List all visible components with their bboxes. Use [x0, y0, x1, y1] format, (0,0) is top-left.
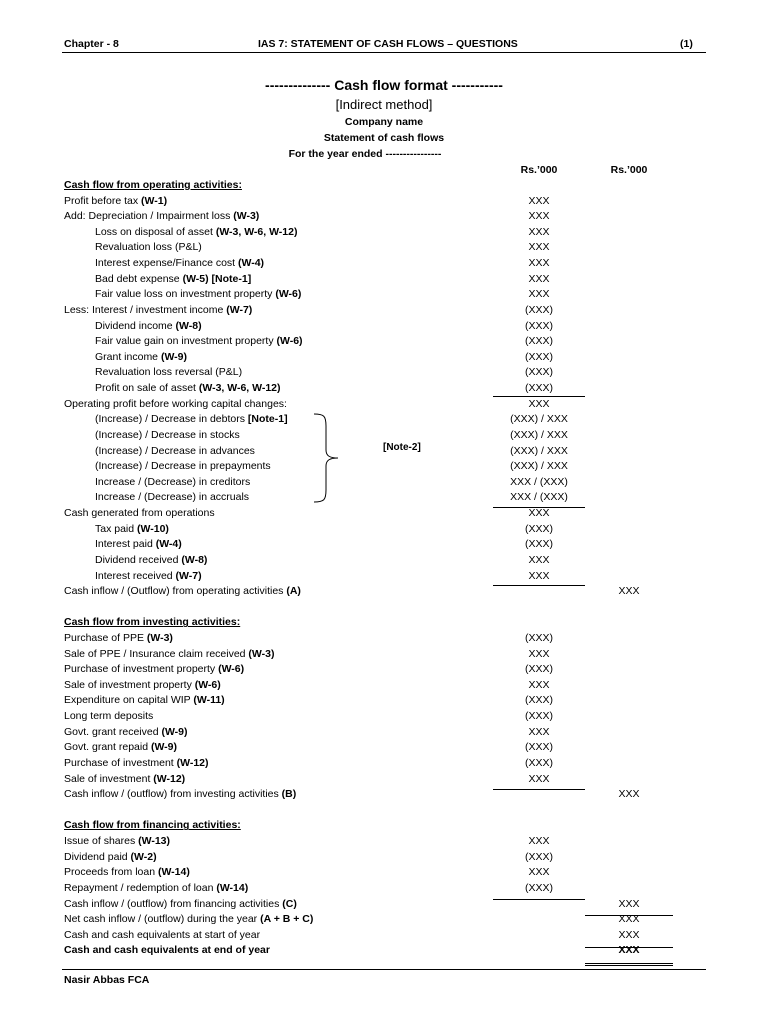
- working-reference: (W-3): [248, 647, 275, 660]
- working-reference: (A + B + C): [260, 913, 314, 926]
- footer-divider: [62, 969, 706, 970]
- row-label-text: Purchase of investment: [64, 756, 177, 769]
- row-label: [64, 693, 225, 708]
- row-label-text: Govt. grant received: [64, 725, 162, 738]
- row-label-text: Interest paid: [95, 538, 156, 551]
- row-label-text: Fair value gain on investment property: [95, 335, 277, 348]
- subtotal-rule: [493, 507, 585, 508]
- statement-row: [0, 459, 768, 474]
- amount-column-2: XXX: [618, 928, 640, 941]
- company-name: Company name: [344, 116, 424, 128]
- statement-row: [0, 740, 768, 755]
- row-label: [95, 350, 187, 365]
- row-label-text: Add: Depreciation / Impairment loss: [64, 210, 234, 223]
- amount-column-2: XXX: [618, 788, 640, 801]
- row-label: [64, 756, 209, 771]
- row-label-text: Interest expense/Finance cost: [95, 257, 238, 270]
- row-label: [95, 537, 182, 552]
- amount-column-1: (XXX) / XXX: [510, 460, 568, 473]
- amount-column-2: XXX: [618, 944, 640, 957]
- statement-row: [0, 850, 768, 865]
- amount-column-1: XXX: [528, 225, 550, 238]
- statement-row: [0, 475, 768, 490]
- amount-column-1: (XXX): [524, 382, 553, 395]
- method-subtitle: [Indirect method]: [335, 97, 433, 112]
- row-label-text: (Increase) / Decrease in prepayments: [95, 460, 271, 473]
- total-rule: [585, 965, 673, 966]
- amount-column-1: XXX: [528, 257, 550, 270]
- subtotal-rule: [493, 396, 585, 397]
- row-label: [64, 647, 274, 662]
- statement-row: [0, 240, 768, 255]
- statement-row: [0, 537, 768, 552]
- row-label-text: Bad debt expense: [95, 272, 183, 285]
- page-number: (1): [680, 38, 693, 50]
- amount-column-1: XXX: [528, 772, 550, 785]
- row-label-text: Increase / (Decrease) in creditors: [95, 475, 251, 488]
- statement-title: Statement of cash flows: [323, 132, 445, 144]
- row-label: [95, 553, 207, 568]
- statement-row: [0, 381, 768, 396]
- row-label: [95, 240, 202, 255]
- row-label: [95, 490, 249, 505]
- row-label: [95, 381, 281, 396]
- statement-row: [0, 631, 768, 646]
- row-label: [95, 334, 303, 349]
- working-reference: (W-9): [161, 725, 188, 738]
- column-header-2: Rs.’000: [610, 164, 648, 176]
- working-reference: (W-12): [153, 772, 186, 785]
- working-reference: (W-8): [181, 553, 208, 566]
- statement-row: [0, 256, 768, 271]
- statement-row: [0, 897, 768, 912]
- amount-column-1: (XXX) / XXX: [510, 428, 568, 441]
- working-reference: (W-7): [226, 303, 253, 316]
- amount-column-1: (XXX): [524, 741, 553, 754]
- row-label-text: Repayment / redemption of loan: [64, 881, 217, 894]
- amount-column-1: (XXX) / XXX: [510, 413, 568, 426]
- amount-column-1: XXX: [528, 647, 550, 660]
- working-reference: (W-8): [175, 319, 202, 332]
- row-label: [64, 178, 242, 193]
- amount-column-1: (XXX): [524, 319, 553, 332]
- row-label: [64, 506, 215, 521]
- total-rule: [585, 947, 673, 948]
- amount-column-1: (XXX): [524, 631, 553, 644]
- amount-column-1: XXX: [528, 569, 550, 582]
- row-label-text: Less: Interest / investment income: [64, 303, 227, 316]
- row-label: [64, 194, 167, 209]
- working-reference: (W-1): [141, 194, 168, 207]
- row-label-text: Dividend paid: [64, 850, 131, 863]
- statement-row: [0, 553, 768, 568]
- amount-column-1: (XXX): [524, 694, 553, 707]
- working-reference: (W-3): [233, 210, 260, 223]
- amount-column-1: XXX: [528, 678, 550, 691]
- working-reference: (W-11): [193, 694, 225, 707]
- amount-column-1: (XXX): [524, 881, 553, 894]
- working-capital-brace: [310, 412, 342, 504]
- row-label-text: Sale of PPE / Insurance claim received: [64, 647, 249, 660]
- working-reference: (W-10): [137, 522, 169, 535]
- amount-column-1: (XXX): [524, 538, 553, 551]
- working-reference: (W-6): [275, 288, 302, 301]
- row-label: [64, 772, 185, 787]
- working-reference: (W-9): [160, 350, 187, 363]
- row-label: [64, 834, 170, 849]
- row-label: [64, 709, 153, 724]
- working-reference: (W-3, W-6, W-12): [215, 225, 298, 238]
- amount-column-1: XXX: [528, 194, 550, 207]
- working-reference: (W-7): [175, 569, 202, 582]
- row-label: [64, 912, 313, 927]
- total-rule: [585, 963, 673, 964]
- amount-column-2: XXX: [618, 585, 640, 598]
- amount-column-1: XXX: [528, 397, 550, 410]
- amount-column-1: (XXX) / XXX: [510, 444, 568, 457]
- working-reference: (W-6): [194, 678, 221, 691]
- amount-column-1: XXX / (XXX): [510, 475, 568, 488]
- statement-row: [0, 209, 768, 224]
- working-reference: (A): [286, 585, 301, 598]
- row-label: [64, 865, 190, 880]
- working-reference: (W-6): [276, 335, 303, 348]
- statement-row: [0, 194, 768, 209]
- row-label: [64, 209, 259, 224]
- statement-row: [0, 569, 768, 584]
- working-reference: (W-9): [150, 741, 177, 754]
- amount-column-1: XXX: [528, 553, 550, 566]
- working-reference: (W-12): [176, 756, 209, 769]
- statement-row: [0, 506, 768, 521]
- amount-column-1: XXX: [528, 507, 550, 520]
- statement-row: [0, 756, 768, 771]
- row-label-text: Fair value loss on investment property: [95, 288, 276, 301]
- row-label: [95, 459, 271, 474]
- subtotal-rule: [493, 789, 585, 790]
- working-reference: [Note-1]: [247, 413, 288, 426]
- row-label-text: Cash flow from operating activities:: [64, 179, 242, 191]
- row-label: [95, 272, 251, 287]
- statement-row: [0, 412, 768, 427]
- row-label-text: Expenditure on capital WIP: [64, 694, 194, 707]
- statement-row: [0, 787, 768, 802]
- row-label-text: Cash inflow / (Outflow) from operating activities: [64, 585, 287, 598]
- row-label-text: Revaluation loss (P&L): [95, 241, 202, 254]
- row-label-text: Net cash inflow / (outflow) during the year: [64, 913, 261, 926]
- amount-column-1: XXX: [528, 835, 550, 848]
- statement-row: [0, 397, 768, 412]
- section-heading: [0, 615, 768, 630]
- amount-column-1: XXX: [528, 272, 550, 285]
- amount-column-1: (XXX): [524, 850, 553, 863]
- column-header-1: Rs.’000: [520, 164, 558, 176]
- row-label-text: Operating profit before working capital changes:: [64, 397, 287, 410]
- row-label-text: Cash and cash equivalents at end of year: [64, 944, 270, 957]
- statement-row: [0, 522, 768, 537]
- total-rule: [585, 915, 673, 916]
- row-label-text: Interest received: [95, 569, 176, 582]
- row-label-text: (Increase) / Decrease in stocks: [95, 428, 240, 441]
- statement-row: [0, 865, 768, 880]
- working-reference: (W-5) [Note-1]: [182, 272, 252, 285]
- statement-row: [0, 272, 768, 287]
- working-reference: (W-14): [216, 881, 249, 894]
- row-label: [95, 365, 242, 380]
- period-label: For the year ended ----------------: [288, 148, 442, 160]
- row-label-text: Cash inflow / (outflow) from financing activities: [64, 897, 283, 910]
- row-label: [64, 928, 260, 943]
- row-label-text: Cash and cash equivalents at start of year: [64, 928, 261, 941]
- working-reference: (W-14): [157, 866, 190, 879]
- amount-column-1: XXX: [528, 288, 550, 301]
- section-heading: [0, 818, 768, 833]
- author-footer: Nasir Abbas FCA: [64, 974, 150, 986]
- amount-column-2: XXX: [618, 913, 640, 926]
- row-label: [95, 319, 202, 334]
- row-label: [64, 787, 296, 802]
- statement-row: [0, 287, 768, 302]
- row-label: [95, 522, 169, 537]
- working-reference: (W-3, W-6, W-12): [198, 382, 281, 395]
- row-label: [95, 569, 202, 584]
- row-label-text: Increase / (Decrease) in accruals: [95, 491, 250, 504]
- working-reference: (C): [282, 897, 297, 910]
- row-label-text: Long term deposits: [64, 710, 154, 723]
- working-reference: (W-4): [238, 257, 265, 270]
- row-label-text: Issue of shares: [64, 835, 139, 848]
- row-label: [64, 897, 297, 912]
- statement-row: [0, 584, 768, 599]
- row-label-text: Grant income: [95, 350, 161, 363]
- amount-column-1: (XXX): [524, 350, 553, 363]
- row-label: [95, 428, 240, 443]
- row-label: [64, 584, 301, 599]
- row-label-text: Revaluation loss reversal (P&L): [95, 366, 243, 379]
- row-label: [64, 678, 221, 693]
- row-label-text: Govt. grant repaid: [64, 741, 151, 754]
- amount-column-1: XXX: [528, 866, 550, 879]
- row-label: [64, 740, 177, 755]
- row-label: [95, 256, 264, 271]
- amount-column-1: (XXX): [524, 710, 553, 723]
- statement-row: [0, 834, 768, 849]
- statement-row: [0, 334, 768, 349]
- row-label-text: Sale of investment property: [64, 678, 195, 691]
- row-label-text: Cash flow from investing activities:: [64, 616, 241, 629]
- row-label-text: (Increase) / Decrease in advances: [95, 444, 255, 457]
- working-reference: (W-4): [155, 538, 182, 551]
- row-label-text: Cash generated from operations: [64, 507, 215, 520]
- amount-column-1: XXX: [528, 210, 550, 223]
- row-label: [64, 397, 287, 412]
- row-label-text: Profit on sale of asset: [95, 382, 199, 395]
- working-reference: (W-13): [138, 835, 170, 848]
- row-label: [64, 615, 240, 630]
- subtotal-rule: [493, 899, 585, 900]
- row-label: [64, 303, 252, 318]
- row-label-text: (Increase) / Decrease in debtors: [95, 413, 248, 426]
- subtotal-rule: [493, 585, 585, 586]
- statement-row: [0, 943, 768, 958]
- row-label-text: Cash inflow / (outflow) from investing activities: [64, 788, 282, 801]
- statement-row: [0, 365, 768, 380]
- row-label-text: Dividend received: [95, 553, 182, 566]
- statement-row: [0, 725, 768, 740]
- statement-row: [0, 490, 768, 505]
- amount-column-1: XXX: [528, 241, 550, 254]
- amount-column-1: (XXX): [524, 366, 553, 379]
- row-label: [95, 225, 297, 240]
- statement-row: [0, 303, 768, 318]
- statement-row: [0, 678, 768, 693]
- header-divider: [62, 52, 706, 53]
- amount-column-1: XXX: [528, 725, 550, 738]
- statement-row: [0, 772, 768, 787]
- format-title: -------------- Cash flow format -----------: [265, 77, 503, 93]
- amount-column-1: (XXX): [524, 335, 553, 348]
- statement-row: [0, 662, 768, 677]
- note-2-label: [Note-2]: [383, 442, 421, 453]
- row-label: [95, 475, 250, 490]
- amount-column-2: XXX: [618, 897, 640, 910]
- row-label-text: Proceeds from loan: [64, 866, 158, 879]
- row-label-text: Purchase of investment property: [64, 663, 219, 676]
- row-label: [64, 631, 173, 646]
- working-reference: (W-6): [218, 663, 245, 676]
- row-label: [64, 943, 270, 958]
- row-label-text: Cash flow from financing activities:: [64, 819, 241, 832]
- statement-row: [0, 319, 768, 334]
- section-heading: [0, 178, 768, 193]
- working-reference: (W-2): [130, 850, 157, 863]
- working-reference: (W-3): [146, 631, 173, 644]
- amount-column-1: (XXX): [524, 756, 553, 769]
- statement-row: [0, 709, 768, 724]
- row-label: [64, 662, 244, 677]
- statement-row: [0, 647, 768, 662]
- row-label-text: Profit before tax: [64, 194, 142, 207]
- row-label-text: Loss on disposal of asset: [95, 225, 216, 238]
- chapter-label: Chapter - 8: [64, 38, 119, 50]
- page-header-title: IAS 7: STATEMENT OF CASH FLOWS – QUESTIONS: [258, 38, 518, 50]
- amount-column-1: (XXX): [524, 522, 553, 535]
- statement-row: [0, 881, 768, 896]
- row-label-text: Sale of investment: [64, 772, 154, 785]
- row-label: [64, 818, 241, 833]
- amount-column-1: (XXX): [524, 303, 553, 316]
- row-label: [95, 444, 255, 459]
- statement-row: [0, 350, 768, 365]
- row-label: [64, 725, 188, 740]
- statement-row: [0, 693, 768, 708]
- amount-column-1: XXX / (XXX): [510, 491, 568, 504]
- amount-column-1: (XXX): [524, 663, 553, 676]
- row-label: [64, 850, 157, 865]
- row-label: [95, 412, 288, 427]
- row-label-text: Purchase of PPE: [64, 631, 147, 644]
- row-label-text: Tax paid: [95, 522, 138, 535]
- row-label: [64, 881, 248, 896]
- row-label: [95, 287, 301, 302]
- working-reference: (B): [281, 788, 297, 801]
- statement-row: [0, 225, 768, 240]
- statement-row: [0, 928, 768, 943]
- row-label-text: Dividend income: [95, 319, 176, 332]
